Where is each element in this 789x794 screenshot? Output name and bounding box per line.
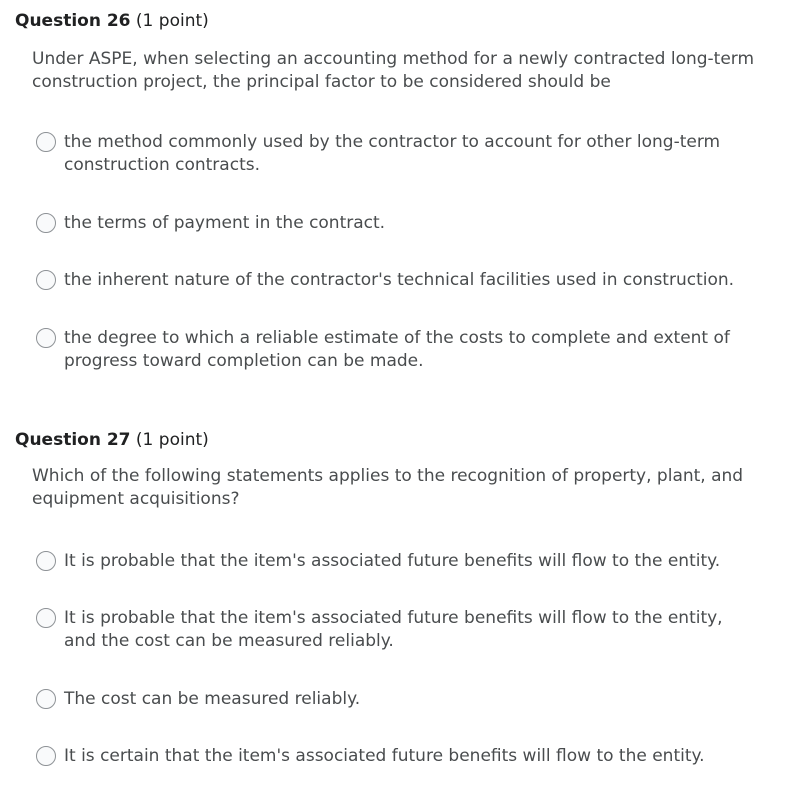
radio-button[interactable] (36, 551, 56, 571)
answer-option-label: It is probable that the item's associated future benefits will flow to the entity, and the cost can be measured reliably. (64, 608, 723, 651)
question-text: Which of the following statements applies to the recognition of property, plant, and equipment acquisitions? (32, 466, 744, 509)
question-header (15, 10, 209, 32)
answer-option[interactable] (36, 269, 756, 292)
question-text: Under ASPE, when selecting an accounting method for a newly contracted long-term construction project, the principal factor to be considered should be (32, 49, 755, 92)
radio-button[interactable] (36, 213, 56, 233)
question-number: Question 26 (15, 11, 131, 31)
question-points: (1 point) (135, 11, 209, 31)
question-header (15, 429, 209, 451)
answer-option-label: It is certain that the item's associated future benefits will flow to the entity. (64, 746, 705, 766)
radio-button[interactable] (36, 746, 56, 766)
answer-option-label: The cost can be measured reliably. (64, 689, 361, 709)
question-number: Question 27 (15, 430, 131, 450)
answer-option[interactable] (36, 607, 756, 653)
question-points: (1 point) (135, 430, 209, 450)
radio-button[interactable] (36, 689, 56, 709)
answer-option[interactable] (36, 327, 756, 373)
answer-option-label: It is probable that the item's associated future benefits will flow to the entity. (64, 551, 721, 571)
answer-option[interactable] (36, 745, 756, 768)
answer-option[interactable] (36, 131, 756, 177)
answer-option[interactable] (36, 688, 756, 711)
radio-button[interactable] (36, 328, 56, 348)
answer-option-label: the degree to which a reliable estimate of the costs to complete and extent of progress toward completion can be made. (64, 328, 730, 371)
radio-button[interactable] (36, 270, 56, 290)
answer-option-label: the inherent nature of the contractor's technical facilities used in construction. (64, 270, 735, 290)
answer-option[interactable] (36, 550, 756, 573)
answer-option-label: the method commonly used by the contractor to account for other long-term construction contracts. (64, 132, 721, 175)
answer-option-label: the terms of payment in the contract. (64, 213, 386, 233)
radio-button[interactable] (36, 608, 56, 628)
answer-option[interactable] (36, 212, 756, 235)
radio-button[interactable] (36, 132, 56, 152)
